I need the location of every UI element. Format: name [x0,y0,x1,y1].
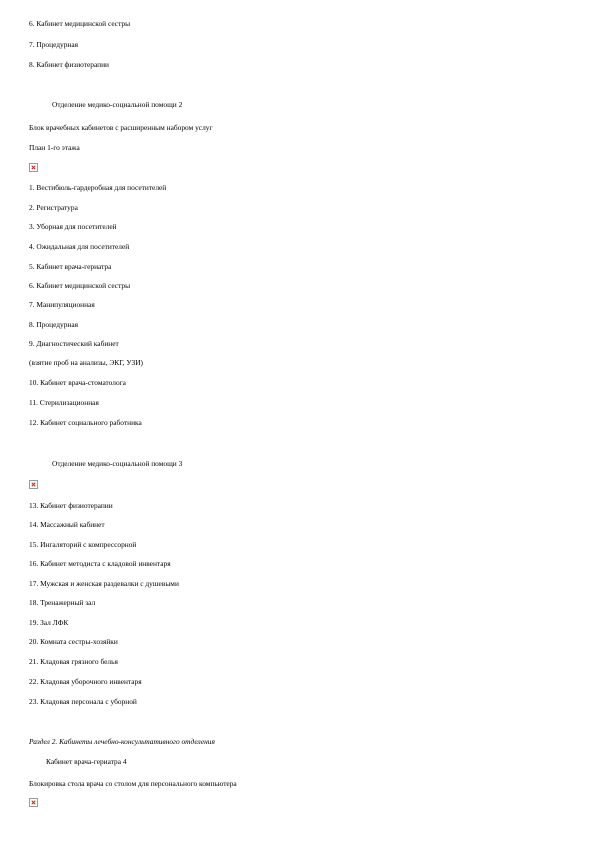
text-line: 7. Процедурная [29,40,79,49]
text-line: 5. Кабинет врача-гериатра [29,262,112,271]
broken-image-icon [29,798,38,807]
text-line: 6. Кабинет медицинской сестры [29,19,131,28]
text-line: 13. Кабинет физиотерапии [29,501,113,510]
text-line: 17. Мужская и женская раздевалки с душевыми [29,579,179,588]
text-line: 2. Регистратура [29,203,78,212]
section-heading: Отделение медико-социальной помощи 3 [52,459,183,468]
text-line: 12. Кабинет социального работника [29,418,142,427]
text-line: (взятие проб на анализы, ЭКГ, УЗИ) [29,358,144,367]
text-line: 21. Кладовая грязного белья [29,657,118,666]
text-line: 10. Кабинет врача-стоматолога [29,378,126,387]
text-line: 4. Ожидальная для посетителей [29,242,130,251]
text-line: 7. Манипуляционная [29,300,95,309]
text-line: 20. Комната сестры-хозяйки [29,637,118,646]
section-caption: Раздел 2. Кабинеты лечебно-консультативного отделения [29,737,215,746]
text-line: 23. Кладовая персонала с уборной [29,697,137,706]
text-line: 8. Процедурная [29,320,79,329]
plan-label: План 1-го этажа [29,143,80,152]
text-line: 22. Кладовая уборочного инвентаря [29,677,142,686]
text-line: 9. Диагностический кабинет [29,339,119,348]
text-line: 8. Кабинет физиотерапии [29,60,110,69]
text-line: 18. Тренажерный зал [29,598,96,607]
text-line: 15. Ингаляторий с компрессорной [29,540,137,549]
text-line: 6. Кабинет медицинской сестры [29,281,131,290]
text-line: 16. Кабинет методиста с кладовой инвентаря [29,559,171,568]
layout-description: Блокировка стола врача со столом для персонального компьютера [29,779,237,788]
text-line: 11. Стерилизационная [29,398,99,407]
section-heading: Отделение медико-социальной помощи 2 [52,100,183,109]
text-line: 14. Массажный кабинет [29,520,105,529]
text-line: 3. Уборная для посетителей [29,222,117,231]
cabinet-heading: Кабинет врача-гериатра 4 [46,757,127,766]
broken-image-icon [29,163,38,172]
text-line: 1. Вестибюль-гардеробная для посетителей [29,183,167,192]
text-line: 19. Зал ЛФК [29,618,69,627]
block-description: Блок врачебных кабинетов с расширенным набором услуг [29,123,213,132]
broken-image-icon [29,480,38,489]
